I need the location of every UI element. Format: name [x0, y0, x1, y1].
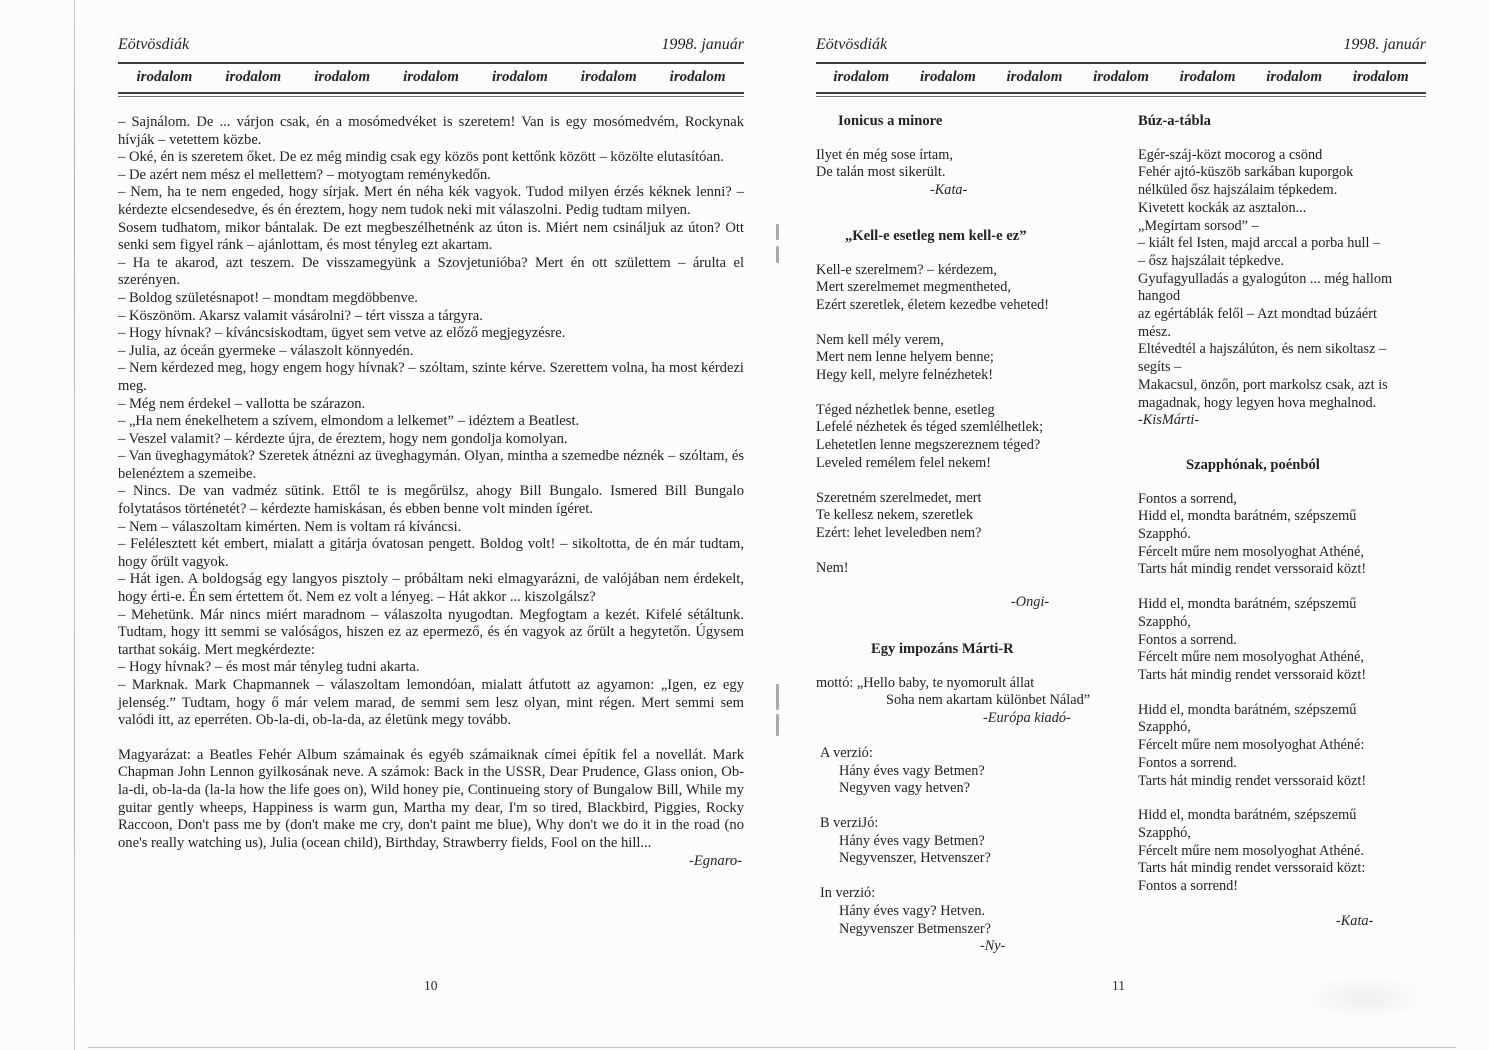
- poem-line: Egér-száj-közt mocorog a csönd: [1138, 146, 1323, 163]
- story-paragraph: – Hogy hívnak? – és most már tényleg tudni akarta.: [118, 659, 420, 676]
- band-underline: [118, 96, 744, 97]
- poem-line: Szapphó,: [1138, 824, 1191, 841]
- column-left: [816, 113, 1106, 956]
- section-band-word: irodalom: [314, 69, 371, 85]
- stanza: [816, 560, 1106, 578]
- poem-line: Fércelt műre nem mosolyoghat Athéné:: [1138, 737, 1365, 754]
- fold-mark: [776, 714, 779, 736]
- stanza: [1138, 807, 1426, 896]
- poem-columns: [816, 113, 1426, 956]
- issue-date: 1998. január: [1343, 36, 1426, 53]
- page-number-left: 10: [424, 978, 438, 993]
- section-band-word: irodalom: [136, 69, 193, 85]
- poem-line: mész.: [1138, 323, 1171, 340]
- poem-buza-signature: -KisMárti-: [1138, 412, 1200, 429]
- motto-signature: -Európa kiadó-: [983, 710, 1071, 727]
- story-paragraph: – Boldog születésnapot! – mondtam megdöbbenve.: [118, 289, 418, 306]
- poem-line: Hány éves vagy? Hetven.: [839, 902, 986, 919]
- poem-line: Fércelt műre nem mosolyoghat Athéné,: [1138, 649, 1364, 666]
- story-paragraph: – Veszel valamit? – kérdezte újra, de éreztem, hogy nem gondolja komolyan.: [118, 430, 568, 447]
- story-paragraph: – Mehetünk. Már nincs miért maradnom – válaszolta nyugodtan. Megfogtam a kezét. Kifelé sétáltunk. Tudtam, hogy itt semmi se valóságos, hiszen ez az epermező, és én vagyok az őrült a hegytetőn. Úgysem tarthat sokáig. Mert megkérdezte:: [118, 606, 744, 658]
- story-paragraph: – Nem kérdezed meg, hogy engem hogy hívnak? – szóltam, szinte kérve. Szerettem volna, ha most kérdezi meg.: [118, 360, 744, 394]
- poem-line: Hidd el, mondta barátném, szépszemű: [1138, 508, 1357, 525]
- stanza: [1138, 491, 1426, 580]
- poem-line: Hidd el, mondta barátném, szépszemű: [1138, 701, 1357, 718]
- poem-line: Tarts hát mindig rendet verssoraid közt:: [1138, 860, 1366, 877]
- section-band: [118, 62, 744, 94]
- poem-line: hangod: [1138, 288, 1181, 305]
- stanza: [1138, 702, 1426, 791]
- story-paragraph: – Marknak. Mark Chapmannek – válaszoltam lemondóan, mialatt átfutott az agyamon: „Igen, ez egy jelenség.” Tudtam, hogy ő már velem marad, de semmi sem lesz olyan, mint régen. Mert semmi sem valódi itt, az eperréten. Ob-la-di, ob-la-da, az életünk megy tovább.: [118, 677, 744, 729]
- story-paragraph: – Köszönöm. Akarsz valamit vásárolni? – tért vissza a tárgyra.: [118, 307, 483, 324]
- page-right: [816, 36, 1426, 956]
- version-lines: [816, 833, 1106, 868]
- scan-edge-line: [74, 0, 75, 1050]
- poem-line: Mert nem lenne helyem benne;: [816, 349, 994, 366]
- stanza: [816, 262, 1106, 315]
- poem-line: segíts –: [1138, 359, 1182, 376]
- story-paragraph: – Ha te akarod, azt teszem. De visszamegyünk a Szovjetunióba? Mert én ott születtem – árulta el szerényen.: [118, 254, 744, 289]
- poem-title-kell-e: „Kell-e esetleg nem kell-e ez”: [845, 227, 1027, 244]
- version-label: A verzió:: [820, 744, 873, 761]
- poem-line: Mert szerelmemet megmentheted,: [816, 279, 1011, 296]
- stanza: [816, 332, 1106, 385]
- poem-line: Tarts hát mindig rendet verssoraid közt!: [1138, 666, 1367, 683]
- poem-line: Gyufagyulladás a gyalogúton ... még hallom: [1138, 270, 1393, 287]
- story-explanation: Magyarázat: a Beatles Fehér Album számainak és egyéb számaiknak címei építik fel a novellát. Mark Chapman John Lennon gyilkosának neve. A számok: Back in the USSR, Dear Prudence, Glass onion, Ob-la-di, ob-la-da (la-la how the life goes on), Wild honey pie, Continueing story of Bungalow Bill, While my guitar gently wheeps, Happiness is warm gun, Martha my dear, I'm so tired, Blackbird, Piggies, Rocky Raccoon, Don't pass me by (don't make me cry, don't paint me blue), Why don't we do it in the road (no one's really watching us), Julia (ocean child), Birthday, Strawberry fields, Fool on the hill...: [118, 746, 744, 851]
- version-label: B verziJó:: [820, 814, 879, 831]
- scan-smudge: [1300, 975, 1430, 1020]
- story-paragraph: – Julia, az óceán gyermeke – válaszolt könnyedén.: [118, 342, 414, 359]
- poem-line: Lehetetlen lenne megszereznem téged?: [816, 437, 1041, 454]
- version-lines: [816, 763, 1106, 798]
- column-right: [1138, 113, 1426, 956]
- poem-line: magadnak, hogy legyen hova meghalnod.: [1138, 394, 1377, 411]
- story-paragraph: – Hogy hívnak? – kíváncsiskodtam, ügyet sem vetve az előző megjegyzésre.: [118, 325, 566, 342]
- poem-line: Kell-e szerelmem? – kérdezem,: [816, 261, 997, 278]
- poem-line: Eltévedtél a hajszálúton, és nem sikoltasz –: [1138, 341, 1387, 358]
- stanza: [1138, 596, 1426, 685]
- poem-line: Lefelé nézhetek és téged szemlélhetlek;: [816, 419, 1044, 436]
- story-paragraph: – Nem, ha te nem engeded, hogy sírjak. Mert én néha kék vagyok. Tudod milyen érzés kéknek lenni? – kérdezte elcsendesedve, és én éreztem, hogy nem tudok neki mit válaszolni. Pedig tudtam milyen.: [118, 184, 744, 218]
- poem-kell-e-signature: -Ongi-: [1011, 594, 1050, 611]
- poem-ionicus-lines: [816, 147, 1106, 182]
- poem-line: Fehér ajtó-küszöb sarkában kuporgok: [1138, 164, 1354, 181]
- section-band-word: irodalom: [1093, 69, 1149, 85]
- story-paragraph: – Nincs. De van vadméz sütink. Ettől te is megőrülsz, ahogy Bill Bungalo. Ismered Bill Bungalo folytatásos történetét? – kérdezte hamiskásan, és ebben benne volt minden ígéret.: [118, 483, 744, 518]
- short-story: [118, 114, 744, 871]
- poem-line: Ezért szeretlek, életem kezedbe veheted!: [816, 296, 1049, 313]
- section-band-word: irodalom: [403, 69, 459, 85]
- poem-line: De talán most sikerült.: [816, 164, 946, 181]
- poem-line: az egértáblák felől – Azt mondtad búzáért: [1138, 306, 1377, 323]
- issue-date: 1998. január: [661, 36, 744, 53]
- poem-line: Fontos a sorrend!: [1138, 878, 1239, 895]
- version-lines: [816, 903, 1106, 938]
- poem-line: Te kellesz nekem, szeretlek: [816, 507, 973, 524]
- poem-title-szappho: Szapphónak, poénból: [1186, 456, 1320, 473]
- poem-version-b: [816, 815, 1106, 868]
- poem-line: Nem kell mély verem,: [816, 331, 944, 348]
- poem-version-in: [816, 885, 1106, 938]
- story-paragraph: – De azért nem mész el mellettem? – motyogtam reménykedőn.: [118, 166, 491, 183]
- poem-line: Ilyet én még sose írtam,: [816, 146, 953, 163]
- poem-line: – kiált fel Isten, majd arccal a porba hull –: [1138, 235, 1381, 252]
- section-band-word: irodalom: [833, 69, 890, 85]
- motto-line: mottó: „Hello baby, te nyomorult állat: [816, 674, 1035, 691]
- magazine-title: Eötvösdiák: [816, 36, 888, 53]
- story-paragraph: – Felélesztett két embert, mialatt a gitárja óvatosan pengett. Boldog volt! – sikoltotta, de én már tudtam, hogy őrült vagyok.: [118, 536, 744, 570]
- poem-line: Téged nézhetlek benne, esetleg: [816, 401, 995, 418]
- section-band-word: irodalom: [491, 69, 548, 85]
- poem-line: Negyvenszer Betmenszer?: [839, 920, 992, 937]
- poem-line: Fontos a sorrend.: [1138, 754, 1237, 771]
- poem-line: Hány éves vagy Betmen?: [839, 762, 985, 779]
- story-paragraph: – „Ha nem énekelhetem a szívem, elmondom a lelkemet” – idéztem a Beatlest.: [118, 413, 580, 430]
- fold-mark: [776, 224, 779, 240]
- poem-line: Makacsul, önzőn, port markolsz csak, azt is: [1138, 376, 1388, 393]
- motto-line: Soha nem akartam különbet Nálad”: [886, 692, 1091, 709]
- poem-buza-lines: [1138, 147, 1426, 413]
- stanza: [816, 402, 1106, 473]
- story-paragraph: – Oké, én is szeretem őket. De ez még mindig csak egy közös pont kettőnk között – közölte elutasítóan.: [118, 149, 724, 166]
- section-band-word: irodalom: [1266, 69, 1323, 85]
- spacer: [816, 200, 1106, 228]
- story-paragraphs: [118, 114, 744, 730]
- version-label: In verzió:: [820, 885, 876, 902]
- poem-line: Leveled remélem felel nekem!: [816, 454, 992, 471]
- poem-line: Hegy kell, melyre felnézhetek!: [816, 367, 994, 384]
- story-paragraph: – Sajnálom. De ... várjon csak, én a mosómedvéket is szeretem! Van is egy mosómedvém, Rockynak hívják – vetettem közbe.: [118, 114, 744, 148]
- section-band-word: irodalom: [225, 69, 282, 85]
- poem-ionicus-signature: -Kata-: [930, 182, 968, 199]
- poem-kell-e-stanzas: [816, 262, 1106, 578]
- poem-line: „Megírtam sorsod” –: [1138, 217, 1259, 234]
- masthead: [118, 36, 744, 54]
- stanza: [816, 490, 1106, 543]
- section-band: [816, 62, 1426, 94]
- poem-line: Fércelt műre nem mosolyoghat Athéné,: [1138, 543, 1364, 560]
- fold-mark: [776, 684, 779, 710]
- poem-title-marti: Egy impozáns Márti-R: [871, 641, 1014, 658]
- fold-mark: [776, 246, 779, 263]
- poem-line: Fontos a sorrend.: [1138, 631, 1237, 648]
- poem-line: Hidd el, mondta barátném, szépszemű: [1138, 807, 1357, 824]
- story-paragraph: – Van üveghagymátok? Szeretek átnézni az üveghagymán. Olyan, mintha a szemedbe néznék – szóltam, és belenéztem a szemeibe.: [118, 448, 744, 482]
- poem-line: Negyvenszer, Hetvenszer?: [839, 850, 991, 867]
- poem-line: Negyven vagy hetven?: [839, 780, 971, 797]
- story-paragraph: – Hát igen. A boldogság egy langyos pisztoly – próbáltam neki elmagyarázni, de valójában nem érdekelt, hogy érti-e. Én sem értettem őt. Nem ez volt a lényeg. – Hát akkor ... kiszolgálsz?: [118, 571, 744, 606]
- poem-szappho-signature: -Kata-: [1336, 912, 1374, 929]
- page-number-right: 11: [1112, 978, 1125, 993]
- poem-line: Szapphó,: [1138, 613, 1191, 630]
- section-band-word: irodalom: [1352, 69, 1409, 85]
- story-paragraph: – Nem – válaszoltam kimérten. Nem is voltam rá kíváncsi.: [118, 518, 462, 535]
- poem-line: Fontos a sorrend,: [1138, 490, 1237, 507]
- section-band-word: irodalom: [919, 69, 976, 85]
- story-paragraph: – Még nem érdekel – vallotta be szárazon.: [118, 395, 366, 412]
- poem-line: Tarts hát mindig rendet verssoraid közt!: [1138, 561, 1367, 578]
- poem-title-ionicus: Ionicus a minore: [838, 113, 943, 129]
- poem-line: nélküled ősz hajszálaim tépkedem.: [1138, 182, 1338, 199]
- band-underline: [816, 96, 1426, 97]
- poem-line: Nem!: [816, 559, 849, 576]
- poem-line: Fércelt műre nem mosolyoghat Athéné.: [1138, 842, 1364, 859]
- poem-line: Hidd el, mondta barátném, szépszemű: [1138, 596, 1357, 613]
- poem-line: Szapphó,: [1138, 719, 1191, 736]
- poem-marti-signature: -Ny-: [980, 938, 1006, 955]
- story-paragraph: Sosem tudhatom, mikor bántalak. De ezt megbeszélhetnénk az úton is. Miért nem csináljuk az úton? Ott senki sem figyel ránk – ajánlottam, és most tényleg ezt akartam.: [118, 219, 744, 254]
- section-band-word: irodalom: [1006, 69, 1063, 85]
- section-band-word: irodalom: [669, 69, 726, 85]
- section-band-word: irodalom: [1179, 69, 1236, 85]
- scan-bottom-line: [88, 1047, 1456, 1048]
- poem-line: Ezért: lehet leveledben nem?: [816, 524, 982, 541]
- poem-szappho-stanzas: [1138, 491, 1426, 896]
- poem-line: Hány éves vagy Betmen?: [839, 832, 985, 849]
- section-band-word: irodalom: [580, 69, 637, 85]
- masthead: [816, 36, 1426, 54]
- poem-title-buza: Búz-a-tábla: [1138, 113, 1211, 129]
- poem-line: Tarts hát mindig rendet verssoraid közt!: [1138, 772, 1367, 789]
- story-signature: -Egnaro-: [689, 853, 742, 870]
- poem-line: Kivetett kockák az asztalon...: [1138, 199, 1307, 216]
- poem-version-a: [816, 745, 1106, 798]
- poem-line: Szeretném szerelmedet, mert: [816, 489, 982, 506]
- poem-line: – ősz hajszálait tépkedve.: [1138, 252, 1285, 269]
- magazine-title: Eötvösdiák: [118, 36, 190, 53]
- poem-line: Szapphó.: [1138, 526, 1191, 543]
- page-left: [118, 36, 744, 871]
